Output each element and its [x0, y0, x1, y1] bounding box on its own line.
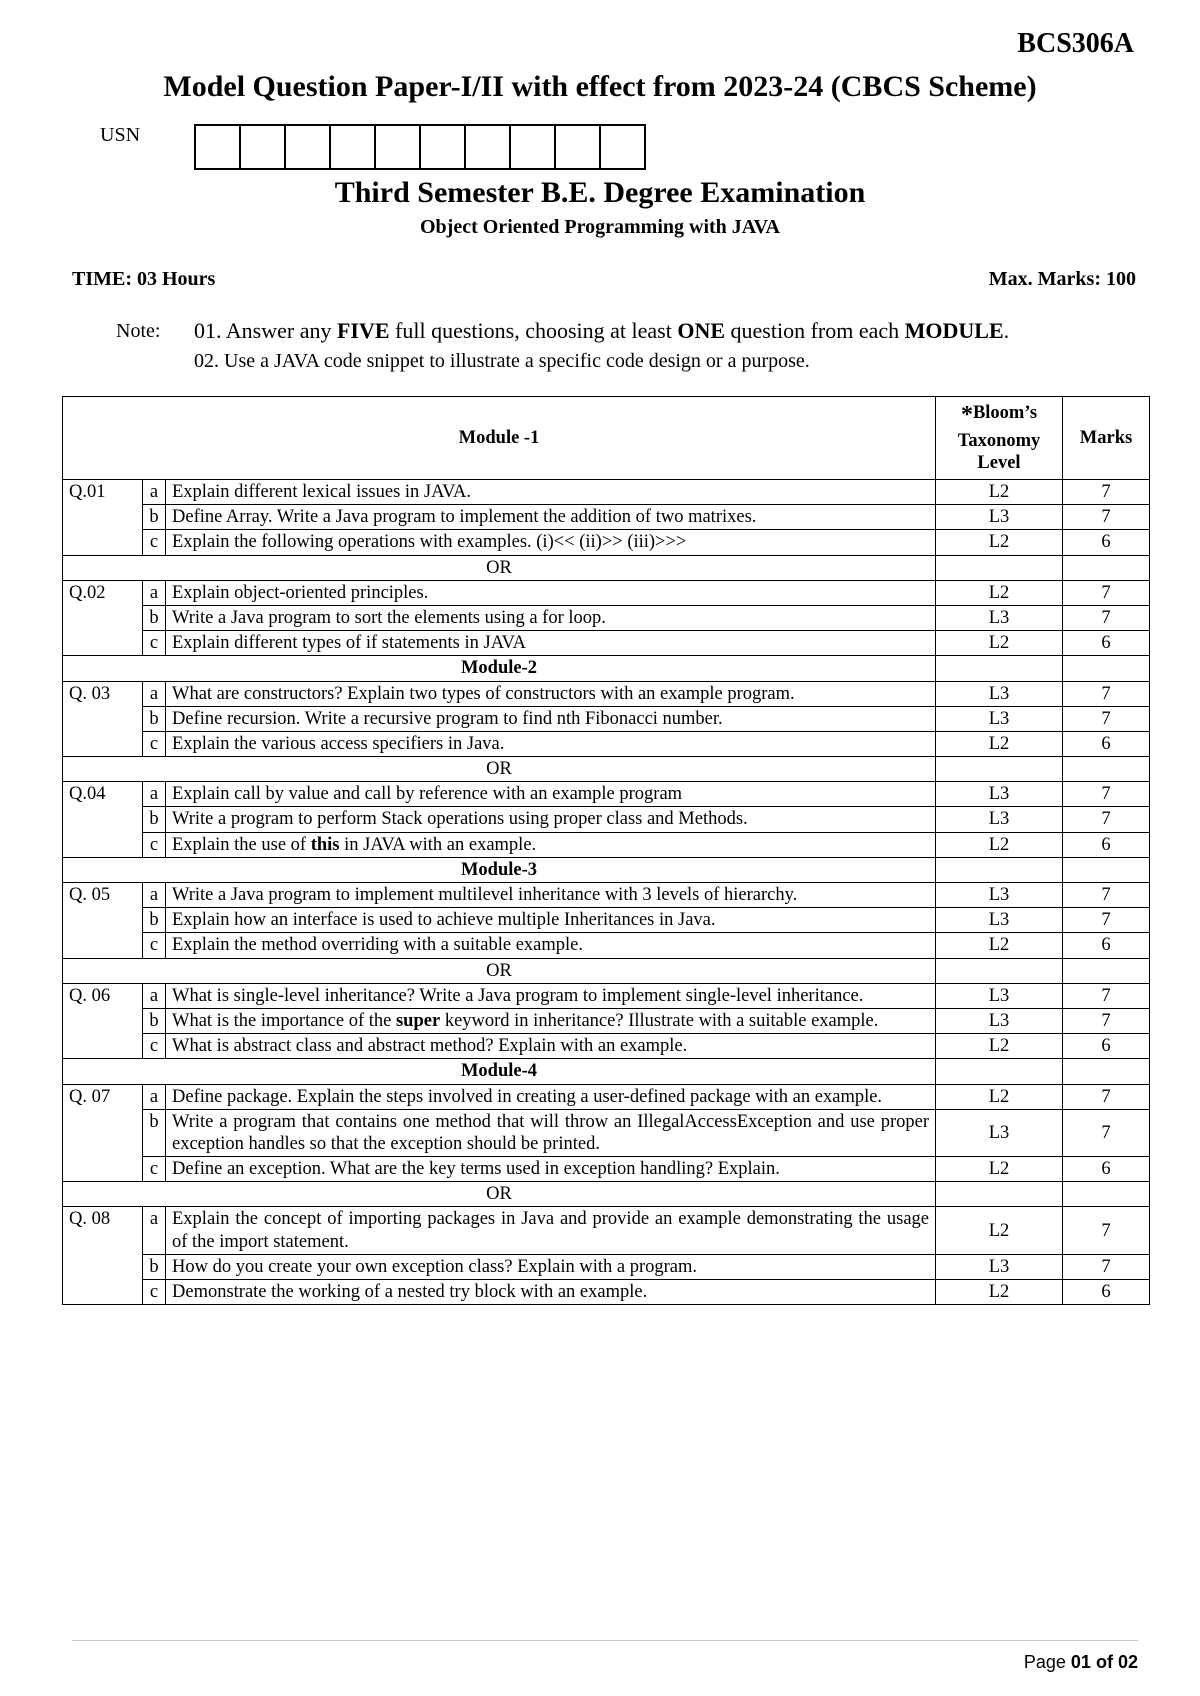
question-text: Explain object-oriented principles.	[166, 580, 936, 605]
note-line-2: 02. Use a JAVA code snippet to illustrate a specific code design or a purpose.	[194, 350, 810, 372]
page-current: 01	[1070, 1652, 1091, 1672]
bloom-level: L2	[936, 480, 1063, 505]
question-text: Define recursion. Write a recursive program to find nth Fibonacci number.	[166, 706, 936, 731]
or-row	[63, 555, 1150, 580]
empty-level-cell	[936, 958, 1063, 983]
question-table	[62, 396, 1150, 1305]
question-marks: 6	[1063, 631, 1150, 656]
question-part-letter: c	[143, 530, 166, 555]
bloom-line-3: Level	[977, 453, 1021, 474]
bloom-level: L2	[936, 832, 1063, 857]
question-row	[63, 933, 1150, 958]
question-row	[63, 530, 1150, 555]
question-marks: 7	[1063, 983, 1150, 1008]
question-text: What is abstract class and abstract method? Explain with an example.	[166, 1034, 936, 1059]
question-part-letter: c	[143, 933, 166, 958]
question-part-letter: a	[143, 1207, 166, 1254]
question-row	[63, 908, 1150, 933]
page-word: Page	[1023, 1652, 1066, 1672]
bloom-level: L2	[936, 530, 1063, 555]
question-number: Q.04	[63, 782, 143, 858]
question-row	[63, 1254, 1150, 1279]
usn-boxes	[194, 124, 646, 170]
module-heading: Module-4	[63, 1059, 936, 1084]
bloom-level: L3	[936, 505, 1063, 530]
bloom-level: L3	[936, 908, 1063, 933]
subject-title: Object Oriented Programming with JAVA	[420, 216, 780, 238]
empty-level-cell	[936, 1059, 1063, 1084]
bloom-level: L3	[936, 1109, 1063, 1156]
bloom-level: L3	[936, 782, 1063, 807]
question-text: What is the importance of the super keyword in inheritance? Illustrate with a suitable example.	[166, 1008, 936, 1033]
question-text: Explain the method overriding with a suitable example.	[166, 933, 936, 958]
usn-label: USN	[100, 124, 141, 146]
empty-marks-cell	[1063, 1182, 1150, 1207]
question-marks: 7	[1063, 480, 1150, 505]
question-text: Demonstrate the working of a nested try block with an example.	[166, 1280, 936, 1305]
bloom-level: L3	[936, 681, 1063, 706]
question-part-letter: a	[143, 580, 166, 605]
bloom-level: L3	[936, 983, 1063, 1008]
question-text: Define an exception. What are the key terms used in exception handling? Explain.	[166, 1157, 936, 1182]
question-text: Explain the following operations with examples. (i)<< (ii)>> (iii)>>>	[166, 530, 936, 555]
paper-title: Model Question Paper-I/II with effect from 2023-24 (CBCS Scheme)	[163, 70, 1037, 103]
question-marks: 7	[1063, 883, 1150, 908]
empty-level-cell	[936, 757, 1063, 782]
question-text: Write a Java program to implement multilevel inheritance with 3 levels of hierarchy.	[166, 883, 936, 908]
question-marks: 7	[1063, 807, 1150, 832]
bloom-line-2: Taxonomy	[957, 431, 1041, 452]
question-marks: 6	[1063, 1034, 1150, 1059]
page-total: 02	[1117, 1652, 1138, 1672]
question-part-letter: b	[143, 706, 166, 731]
bloom-level: L3	[936, 807, 1063, 832]
question-marks: 7	[1063, 782, 1150, 807]
question-row	[63, 605, 1150, 630]
question-table-body	[63, 397, 1150, 1305]
empty-level-cell	[936, 555, 1063, 580]
note-label: Note:	[116, 320, 161, 342]
empty-marks-cell	[1063, 555, 1150, 580]
bloom-level: L3	[936, 1254, 1063, 1279]
question-number: Q. 06	[63, 983, 143, 1059]
question-row	[63, 1084, 1150, 1109]
question-part-letter: b	[143, 505, 166, 530]
usn-box	[331, 126, 376, 168]
note-line-1: 01. Answer any FIVE full questions, choosing at least ONE question from each MODULE.	[194, 318, 1010, 343]
or-separator: OR	[63, 958, 936, 983]
question-row	[63, 782, 1150, 807]
question-marks: 7	[1063, 681, 1150, 706]
bloom-level: L3	[936, 883, 1063, 908]
question-part-letter: b	[143, 1109, 166, 1156]
question-text: Explain the concept of importing packages in Java and provide an example demonstrating the usage of the import statement.	[166, 1207, 936, 1254]
question-part-letter: b	[143, 807, 166, 832]
question-marks: 6	[1063, 1280, 1150, 1305]
question-text: Explain the use of this in JAVA with an example.	[166, 832, 936, 857]
question-part-letter: a	[143, 480, 166, 505]
footer-divider	[72, 1640, 1138, 1641]
question-part-letter: b	[143, 1254, 166, 1279]
module-heading-row	[63, 857, 1150, 882]
question-marks: 7	[1063, 505, 1150, 530]
bloom-level: L2	[936, 1157, 1063, 1182]
question-part-letter: b	[143, 605, 166, 630]
question-part-letter: c	[143, 1034, 166, 1059]
question-text: Explain the various access specifiers in Java.	[166, 731, 936, 756]
question-marks: 6	[1063, 530, 1150, 555]
question-number: Q.01	[63, 480, 143, 556]
question-part-letter: c	[143, 832, 166, 857]
or-row	[63, 757, 1150, 782]
empty-level-cell	[936, 1182, 1063, 1207]
or-separator: OR	[63, 1182, 936, 1207]
usn-box	[376, 126, 421, 168]
usn-box	[556, 126, 601, 168]
question-row	[63, 883, 1150, 908]
question-part-letter: a	[143, 782, 166, 807]
course-code: BCS306A	[1017, 28, 1134, 59]
bloom-level: L2	[936, 731, 1063, 756]
question-row	[63, 1280, 1150, 1305]
question-row	[63, 1157, 1150, 1182]
question-part-letter: a	[143, 983, 166, 1008]
marks-header: Marks	[1063, 397, 1150, 480]
question-marks: 7	[1063, 580, 1150, 605]
question-text: Explain different lexical issues in JAVA.	[166, 480, 936, 505]
question-row	[63, 480, 1150, 505]
question-row	[63, 681, 1150, 706]
module-heading: Module-2	[63, 656, 936, 681]
question-text: Write a program to perform Stack operations using proper class and Methods.	[166, 807, 936, 832]
bloom-level-header	[936, 397, 1063, 480]
question-number: Q. 08	[63, 1207, 143, 1305]
question-part-letter: a	[143, 883, 166, 908]
bloom-level: L2	[936, 1034, 1063, 1059]
question-marks: 7	[1063, 1207, 1150, 1254]
question-text: Explain how an interface is used to achieve multiple Inheritances in Java.	[166, 908, 936, 933]
or-separator: OR	[63, 757, 936, 782]
question-row	[63, 1207, 1150, 1254]
bloom-level: L2	[936, 933, 1063, 958]
table-header-row	[63, 397, 1150, 480]
module-1-heading: Module -1	[63, 397, 936, 480]
question-row	[63, 807, 1150, 832]
module-heading-row	[63, 1059, 1150, 1084]
usn-box	[286, 126, 331, 168]
question-part-letter: c	[143, 1157, 166, 1182]
empty-marks-cell	[1063, 1059, 1150, 1084]
bloom-level: L3	[936, 605, 1063, 630]
empty-level-cell	[936, 656, 1063, 681]
bloom-level: L2	[936, 1084, 1063, 1109]
max-marks: Max. Marks: 100	[988, 268, 1136, 290]
usn-box	[196, 126, 241, 168]
question-marks: 7	[1063, 908, 1150, 933]
question-marks: 7	[1063, 706, 1150, 731]
question-text: Explain call by value and call by reference with an example program	[166, 782, 936, 807]
bloom-level: L2	[936, 1280, 1063, 1305]
bloom-line-1: Bloom’s	[972, 403, 1038, 424]
question-marks: 6	[1063, 832, 1150, 857]
question-row	[63, 505, 1150, 530]
question-text: What is single-level inheritance? Write a Java program to implement single-level inheritance.	[166, 983, 936, 1008]
question-marks: 7	[1063, 1254, 1150, 1279]
exam-time: TIME: 03 Hours	[72, 268, 216, 290]
question-row	[63, 580, 1150, 605]
question-number: Q.02	[63, 580, 143, 656]
usn-box	[511, 126, 556, 168]
question-part-letter: c	[143, 631, 166, 656]
question-marks: 6	[1063, 933, 1150, 958]
module-heading: Module-3	[63, 857, 936, 882]
question-row	[63, 832, 1150, 857]
bloom-level: L3	[936, 706, 1063, 731]
question-marks: 6	[1063, 731, 1150, 756]
question-row	[63, 1008, 1150, 1033]
module-heading-row	[63, 656, 1150, 681]
question-marks: 7	[1063, 1084, 1150, 1109]
or-row	[63, 958, 1150, 983]
question-part-letter: c	[143, 731, 166, 756]
exam-title: Third Semester B.E. Degree Examination	[334, 176, 866, 209]
question-row	[63, 983, 1150, 1008]
question-row	[63, 731, 1150, 756]
question-part-letter: c	[143, 1280, 166, 1305]
question-marks: 6	[1063, 1157, 1150, 1182]
question-number: Q. 07	[63, 1084, 143, 1182]
or-separator: OR	[63, 555, 936, 580]
question-part-letter: a	[143, 681, 166, 706]
or-row	[63, 1182, 1150, 1207]
question-row	[63, 1034, 1150, 1059]
question-text: Define package. Explain the steps involved in creating a user-defined package with an example.	[166, 1084, 936, 1109]
usn-box	[466, 126, 511, 168]
page-of: of	[1095, 1652, 1113, 1672]
empty-marks-cell	[1063, 958, 1150, 983]
question-number: Q. 05	[63, 883, 143, 959]
page-number	[1024, 1652, 1138, 1673]
question-text: Write a Java program to sort the elements using a for loop.	[166, 605, 936, 630]
bloom-star: *	[960, 402, 973, 429]
question-text: What are constructors? Explain two types of constructors with an example program.	[166, 681, 936, 706]
question-part-letter: b	[143, 1008, 166, 1033]
question-part-letter: a	[143, 1084, 166, 1109]
empty-marks-cell	[1063, 656, 1150, 681]
question-row	[63, 706, 1150, 731]
bloom-level: L2	[936, 580, 1063, 605]
empty-marks-cell	[1063, 857, 1150, 882]
question-marks: 7	[1063, 605, 1150, 630]
question-text: Write a program that contains one method that will throw an IllegalAccessException and use proper exception handles so that the exception should be printed.	[166, 1109, 936, 1156]
empty-marks-cell	[1063, 757, 1150, 782]
question-text: Explain different types of if statements in JAVA	[166, 631, 936, 656]
question-row	[63, 1109, 1150, 1156]
question-number: Q. 03	[63, 681, 143, 757]
question-text: How do you create your own exception class? Explain with a program.	[166, 1254, 936, 1279]
usn-box	[601, 126, 644, 168]
question-marks: 7	[1063, 1008, 1150, 1033]
question-row	[63, 631, 1150, 656]
question-part-letter: b	[143, 908, 166, 933]
bloom-level: L2	[936, 631, 1063, 656]
usn-box	[241, 126, 286, 168]
empty-level-cell	[936, 857, 1063, 882]
bloom-level: L3	[936, 1008, 1063, 1033]
bloom-level: L2	[936, 1207, 1063, 1254]
usn-box	[421, 126, 466, 168]
question-text: Define Array. Write a Java program to implement the addition of two matrixes.	[166, 505, 936, 530]
question-marks: 7	[1063, 1109, 1150, 1156]
